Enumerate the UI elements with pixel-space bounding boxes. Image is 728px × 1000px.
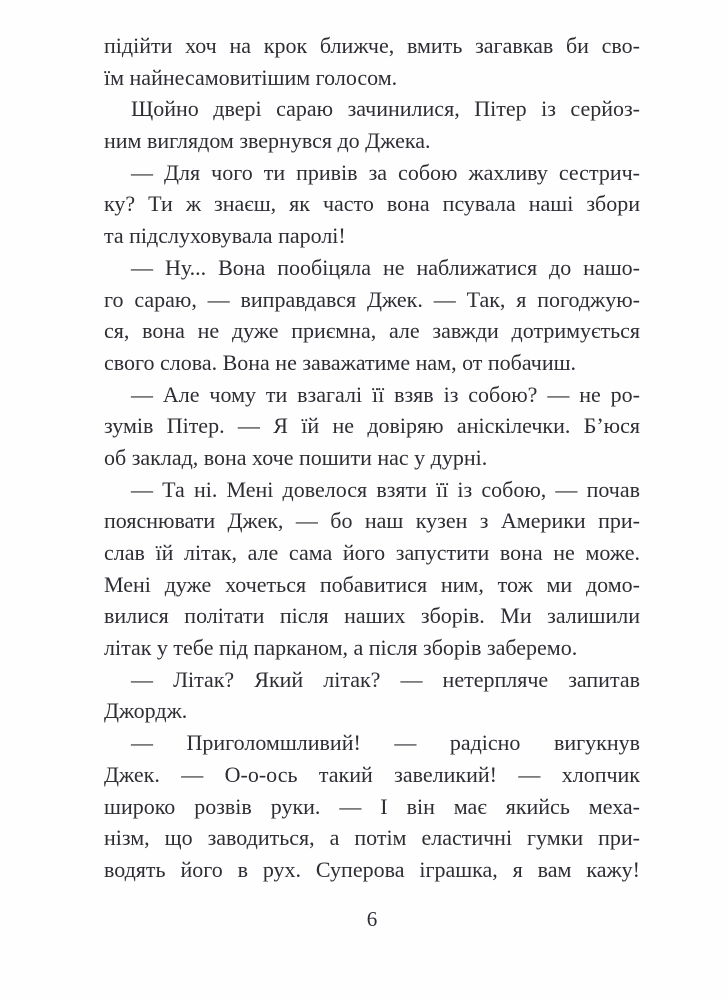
text-line: — Для чого ти привів за собою жахливу сестрич- bbox=[131, 159, 640, 185]
paragraph bbox=[104, 664, 640, 727]
text-line: водять його в рух. Суперова іграшка, я вам кажу! bbox=[104, 856, 640, 882]
text-line: — Ну... Вона пообіцяла не наближатися до нашо- bbox=[131, 254, 640, 280]
text-line: підійти хоч на крок ближче, вмить загавкав би сво- bbox=[104, 33, 640, 58]
text-line: — Приголомшливий! — радісно вигукнув bbox=[131, 730, 640, 756]
text-line: — Але чому ти взагалі її взяв із собою? — не ро- bbox=[131, 381, 640, 407]
text-line: об заклад, вона хоче пошити нас у дурні. bbox=[104, 444, 488, 470]
paragraph bbox=[104, 474, 640, 664]
text-line: широко розвів руки. — І він має якийсь меха- bbox=[104, 793, 640, 819]
text-line: — Та ні. Мені довелося взяти її із собою, — почав bbox=[131, 476, 640, 502]
text-line: вилися політати після наших зборів. Ми залишили bbox=[104, 603, 640, 629]
text-line: Мені дуже хочеться побавитися ним, тож ми домо- bbox=[104, 571, 640, 597]
text-line: Щойно двері сараю зачинилися, Пітер із серйоз- bbox=[131, 96, 640, 122]
page-number: 6 bbox=[366, 907, 378, 931]
text-line: слав їй літак, але сама його запустити вона не може. bbox=[104, 540, 640, 565]
text-line: та підслуховувала паролі! bbox=[104, 223, 346, 249]
text-line: їм найнесамовитішим голосом. bbox=[104, 64, 398, 90]
paragraph bbox=[104, 30, 640, 93]
text-line: — Літак? Який літак? — нетерпляче запитав bbox=[131, 666, 640, 692]
text-line: свого слова. Вона не заважатиме нам, от побачиш. bbox=[104, 349, 577, 375]
paragraph bbox=[104, 379, 640, 474]
paragraph bbox=[104, 157, 640, 252]
text-line: нізм, що заводиться, а потім еластичні гумки при- bbox=[104, 825, 640, 851]
text-line: го сараю, — виправдався Джек. — Так, я погоджую- bbox=[104, 286, 640, 312]
paragraph bbox=[104, 727, 640, 885]
text-line: пояснювати Джек, — бо наш кузен з Америки при- bbox=[104, 508, 640, 534]
text-line: літак у тебе під парканом, а після зборів заберемо. bbox=[104, 635, 578, 661]
text-column bbox=[104, 30, 640, 886]
text-line: ку? Ти ж знаєш, як часто вона псувала наші збори bbox=[104, 191, 640, 217]
text-line: Джордж. bbox=[104, 698, 188, 724]
text-line: ним виглядом звернувся до Джека. bbox=[104, 128, 431, 154]
text-line: Джек. — О-о-ось такий завеликий! — хлопчик bbox=[104, 761, 640, 787]
text-line: ся, вона не дуже приємна, але завжди дотримується bbox=[104, 318, 640, 344]
paragraph bbox=[104, 252, 640, 379]
paragraph bbox=[104, 93, 640, 156]
text-line: зумів Пітер. — Я їй не довіряю аніскілечки. Б’юся bbox=[104, 413, 640, 439]
